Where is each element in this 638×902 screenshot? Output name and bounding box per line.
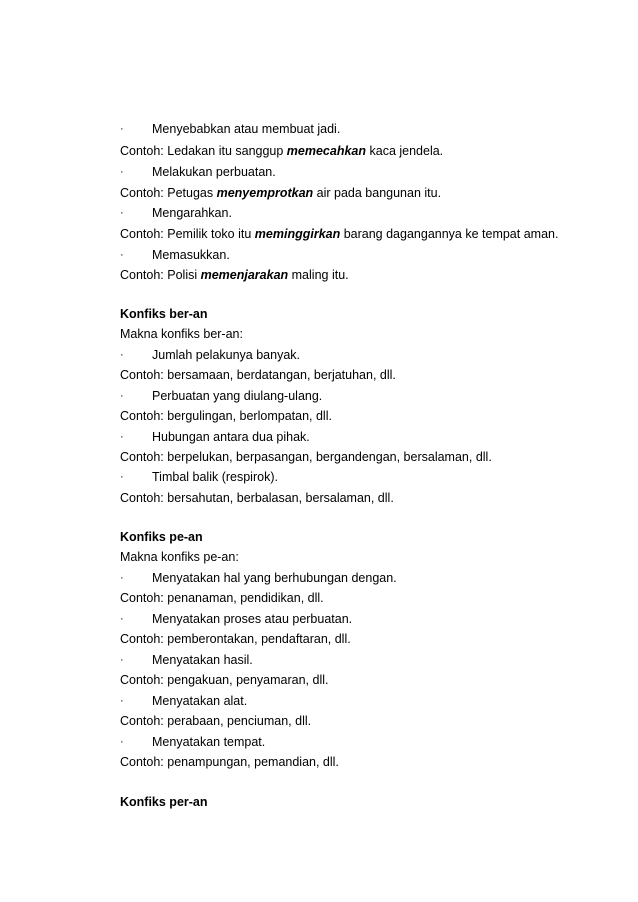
example-line: Contoh: pengakuan, penyamaran, dll. <box>120 673 329 687</box>
bullet-item: Mengarahkan. <box>152 206 232 220</box>
bullet-item: Timbal balik (respirok). <box>152 470 278 484</box>
bullet-icon: · <box>120 166 124 178</box>
example-line: Contoh: bersahutan, berbalasan, bersalaman, dll. <box>120 491 394 505</box>
bullet-item: Menyatakan alat. <box>152 694 248 708</box>
example-line: Contoh: Pemilik toko itu meminggirkan barang dagangannya ke tempat aman. <box>120 227 559 241</box>
emphasized-word: memecahkan <box>286 144 367 158</box>
example-line: Contoh: Petugas menyemprotkan air pada bangunan itu. <box>120 186 442 200</box>
bullet-icon: · <box>120 572 124 584</box>
bullet-icon: · <box>120 613 124 625</box>
bullet-item: Hubungan antara dua pihak. <box>152 430 310 444</box>
example-line: Contoh: perabaan, penciuman, dll. <box>120 714 312 728</box>
bullet-icon: · <box>120 349 124 361</box>
emphasized-word: memenjarakan <box>200 268 289 282</box>
example-line: Contoh: penampungan, pemandian, dll. <box>120 755 339 769</box>
bullet-icon: · <box>120 654 124 666</box>
example-line: Contoh: penanaman, pendidikan, dll. <box>120 591 324 605</box>
example-line: Contoh: Ledakan itu sanggup memecahkan kaca jendela. <box>120 144 444 158</box>
bullet-item: Jumlah pelakunya banyak. <box>152 348 301 362</box>
bullet-item: Memasukkan. <box>152 248 230 262</box>
emphasized-word: meminggirkan <box>254 227 341 241</box>
example-line: Contoh: bergulingan, berlompatan, dll. <box>120 409 332 423</box>
bullet-icon: · <box>120 249 124 261</box>
bullet-item: Menyatakan hal yang berhubungan dengan. <box>152 571 397 585</box>
section-heading: Konfiks per-an <box>120 795 208 809</box>
bullet-icon: · <box>120 431 124 443</box>
bullet-icon: · <box>120 471 124 483</box>
bullet-icon: · <box>120 207 124 219</box>
bullet-item: Menyatakan tempat. <box>152 735 266 749</box>
emphasized-word: menyemprotkan <box>216 186 314 200</box>
bullet-icon: · <box>120 390 124 402</box>
section-intro: Makna konfiks ber-an: <box>120 327 243 341</box>
section-heading: Konfiks pe-an <box>120 530 203 544</box>
bullet-item: Perbuatan yang diulang-ulang. <box>152 389 323 403</box>
bullet-icon: · <box>120 695 124 707</box>
example-line: Contoh: berpelukan, berpasangan, bergandengan, bersalaman, dll. <box>120 450 492 464</box>
section-heading: Konfiks ber-an <box>120 307 208 321</box>
bullet-item: Menyatakan hasil. <box>152 653 253 667</box>
bullet-item: Menyebabkan atau membuat jadi. <box>152 122 341 136</box>
bullet-icon: · <box>120 736 124 748</box>
example-line: Contoh: Polisi memenjarakan maling itu. <box>120 268 349 282</box>
bullet-icon: · <box>120 123 124 135</box>
bullet-item: Menyatakan proses atau perbuatan. <box>152 612 353 626</box>
bullet-item: Melakukan perbuatan. <box>152 165 276 179</box>
example-line: Contoh: bersamaan, berdatangan, berjatuhan, dll. <box>120 368 396 382</box>
example-line: Contoh: pemberontakan, pendaftaran, dll. <box>120 632 351 646</box>
section-intro: Makna konfiks pe-an: <box>120 550 239 564</box>
